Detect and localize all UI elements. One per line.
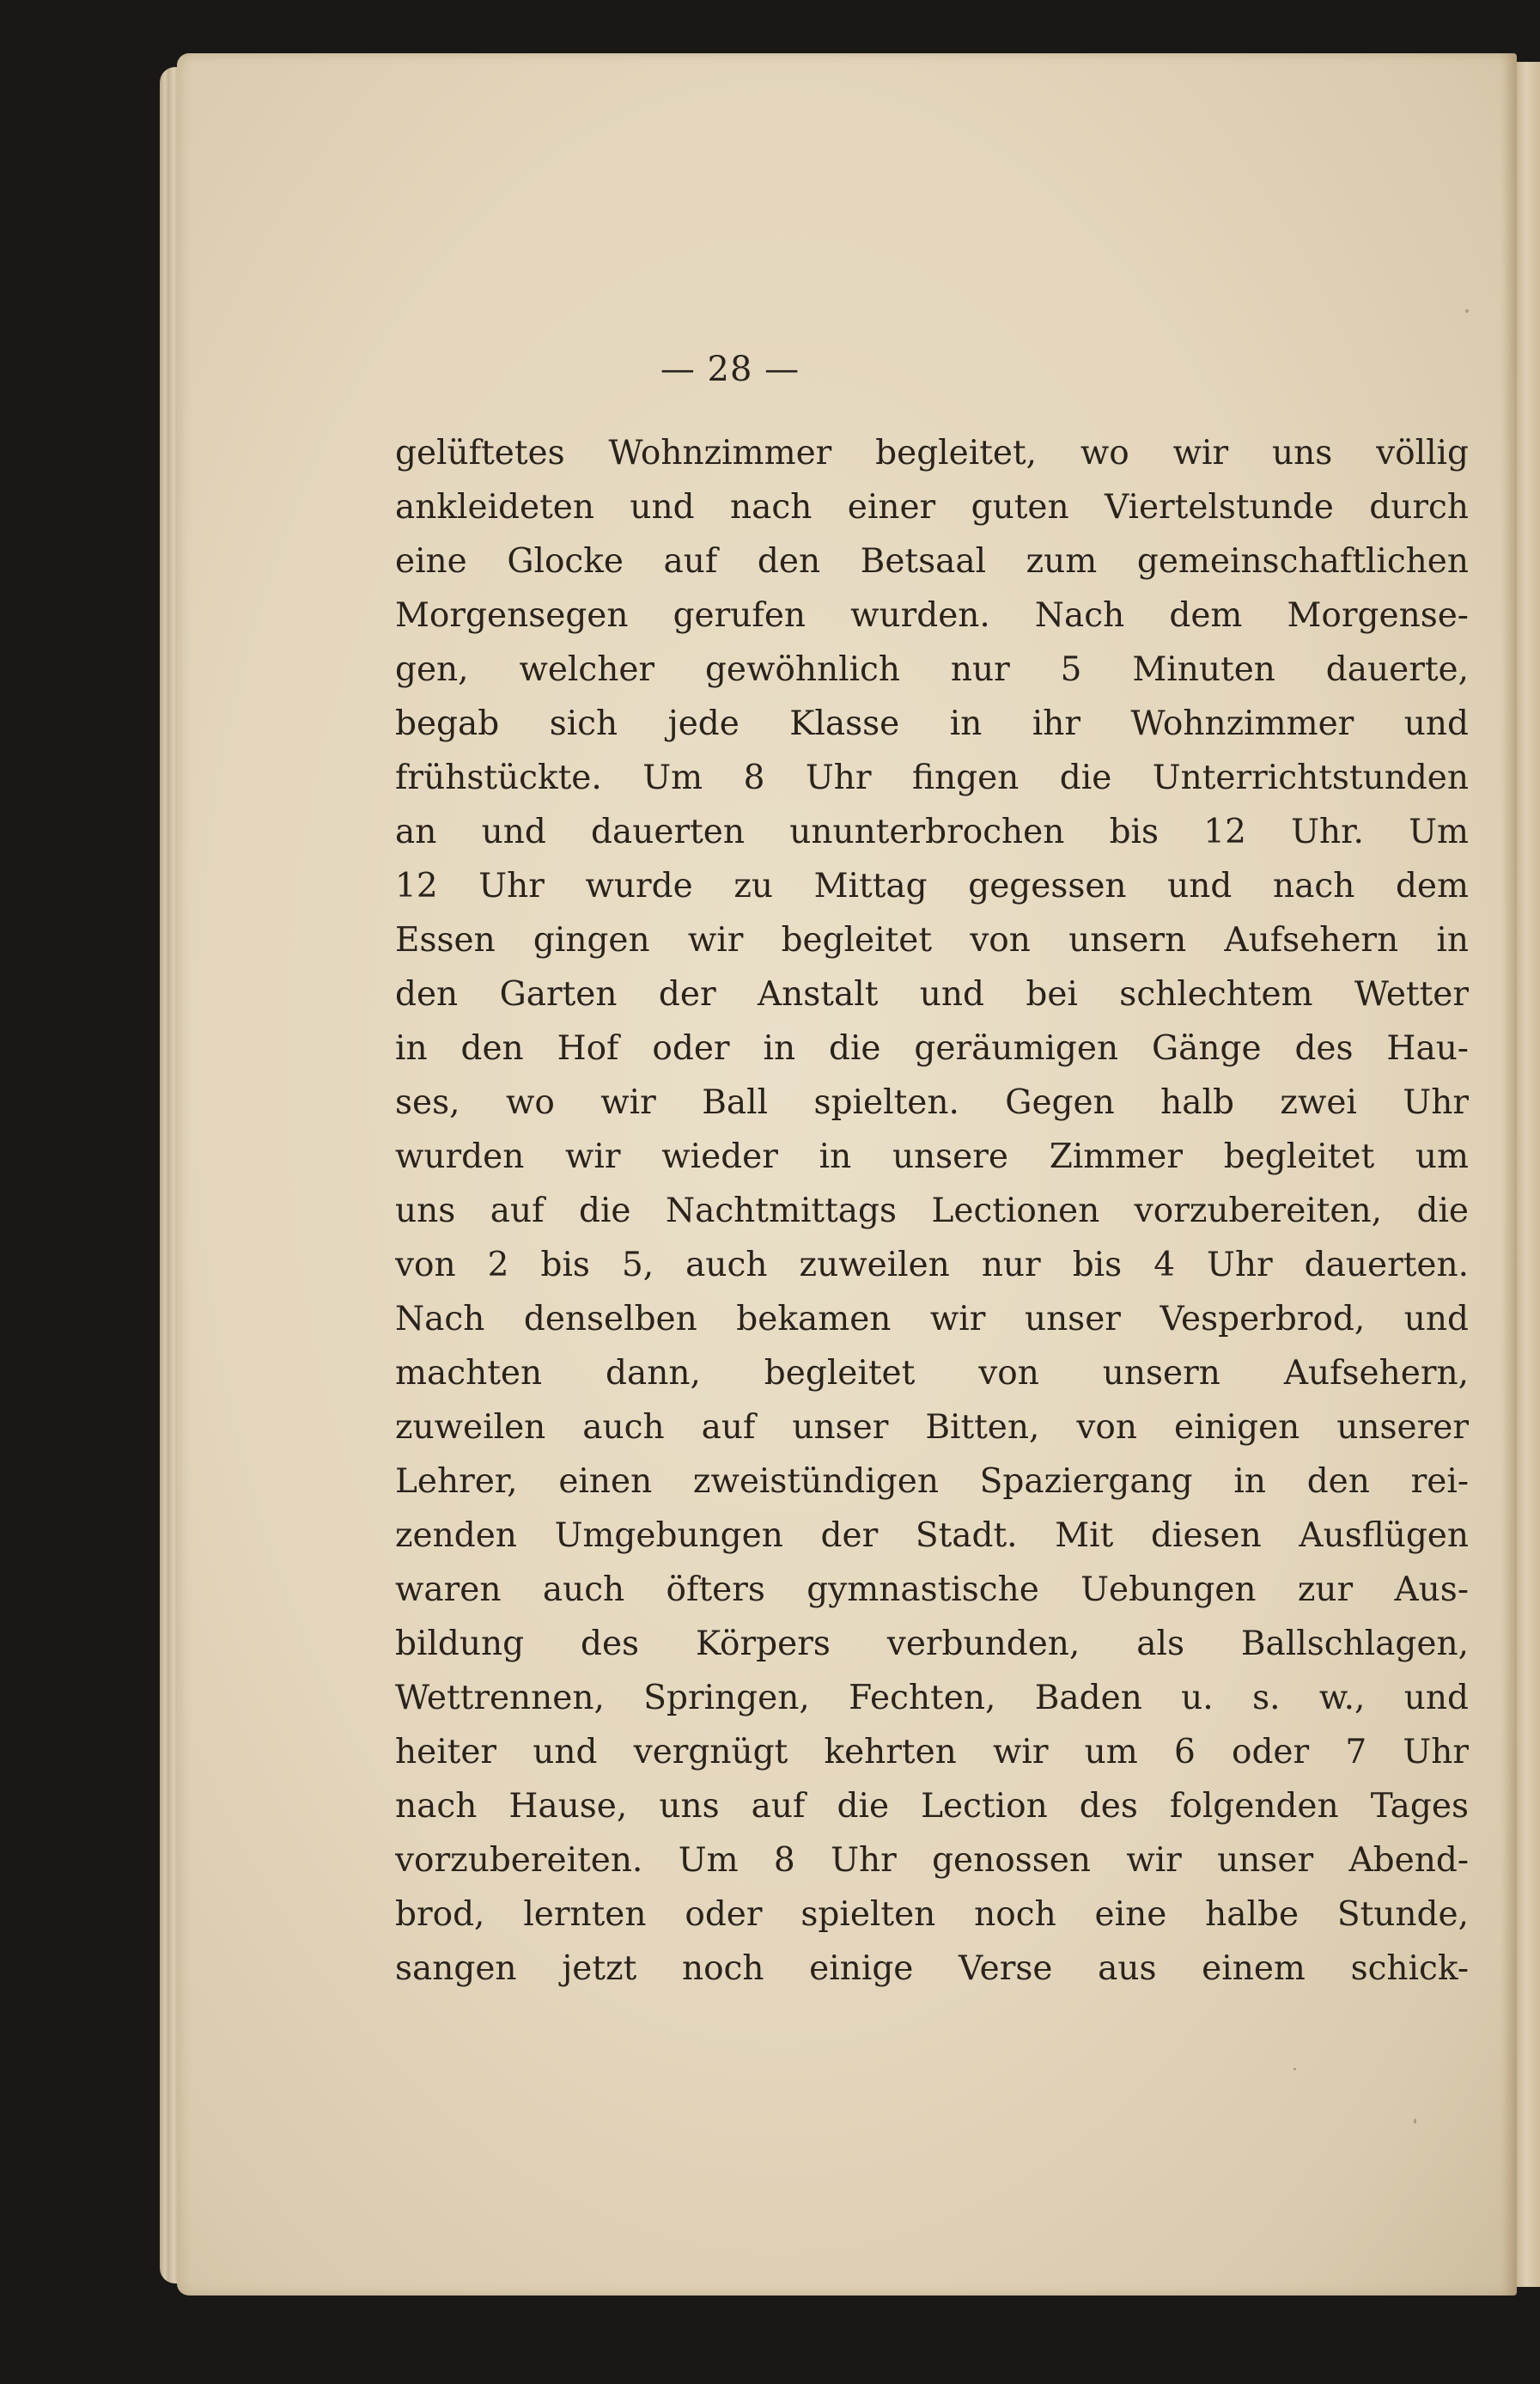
body-text xyxy=(395,426,1469,1996)
text-line: frühstückte. Um 8 Uhr fingen die Unterrichtstunden xyxy=(395,759,1469,797)
text-line: gelüftetes Wohnzimmer begleitet, wo wir uns völlig xyxy=(395,434,1469,473)
text-line: waren auch öfters gymnastische Uebungen zur Aus- xyxy=(395,1570,1469,1609)
text-line: in den Hof oder in die geräumigen Gänge des Hau- xyxy=(395,1029,1469,1068)
gutter-shadow xyxy=(1501,53,1517,2296)
text-line: vorzubereiten. Um 8 Uhr genossen wir unser Abend- xyxy=(395,1841,1469,1880)
text-line: Nach denselben bekamen wir unser Vesperbrod, und xyxy=(395,1300,1469,1338)
page-number: — 28 — xyxy=(660,350,800,389)
paper-speck xyxy=(1293,2068,1296,2070)
book-page xyxy=(177,53,1517,2296)
text-line: zuweilen auch auf unser Bitten, von einigen unserer xyxy=(395,1408,1469,1447)
text-line: gen, welcher gewöhnlich nur 5 Minuten dauerte, xyxy=(395,650,1469,689)
text-line: machten dann, begleitet von unsern Aufsehern, xyxy=(395,1354,1469,1393)
text-line: heiter und vergnügt kehrten wir um 6 oder 7 Uhr xyxy=(395,1733,1469,1771)
text-line: Essen gingen wir begleitet von unsern Aufsehern in xyxy=(395,921,1469,960)
paper-speck xyxy=(1465,309,1469,313)
text-line: zenden Umgebungen der Stadt. Mit diesen Ausflügen xyxy=(395,1516,1469,1555)
text-line: Morgensegen gerufen wurden. Nach dem Morgense- xyxy=(395,596,1469,635)
text-line: sangen jetzt noch einige Verse aus einem schick- xyxy=(395,1949,1469,1988)
text-line: Lehrer, einen zweistündigen Spaziergang in den rei- xyxy=(395,1462,1469,1501)
text-line: den Garten der Anstalt und bei schlechtem Wetter xyxy=(395,975,1469,1014)
text-line: an und dauerten ununterbrochen bis 12 Uhr. Um xyxy=(395,813,1469,851)
text-line: ankleideten und nach einer guten Viertelstunde durch xyxy=(395,488,1469,527)
text-line: wurden wir wieder in unsere Zimmer begleitet um xyxy=(395,1137,1469,1176)
text-line: brod, lernten oder spielten noch eine halbe Stunde, xyxy=(395,1895,1469,1934)
text-line: uns auf die Nachtmittags Lectionen vorzubereiten, die xyxy=(395,1192,1469,1230)
text-line: ses, wo wir Ball spielten. Gegen halb zwei Uhr xyxy=(395,1083,1469,1122)
text-line: nach Hause, uns auf die Lection des folgenden Tages xyxy=(395,1787,1469,1826)
next-page-edge xyxy=(1517,62,1540,2287)
text-line: 12 Uhr wurde zu Mittag gegessen und nach dem xyxy=(395,867,1469,905)
paper-speck xyxy=(1414,2119,1416,2124)
text-line: von 2 bis 5, auch zuweilen nur bis 4 Uhr dauerten. xyxy=(395,1246,1469,1284)
text-line: eine Glocke auf den Betsaal zum gemeinschaftlichen xyxy=(395,542,1469,581)
text-line: Wettrennen, Springen, Fechten, Baden u. s. w., und xyxy=(395,1679,1469,1717)
text-line: bildung des Körpers verbunden, als Ballschlagen, xyxy=(395,1625,1469,1663)
text-line: begab sich jede Klasse in ihr Wohnzimmer und xyxy=(395,704,1469,743)
